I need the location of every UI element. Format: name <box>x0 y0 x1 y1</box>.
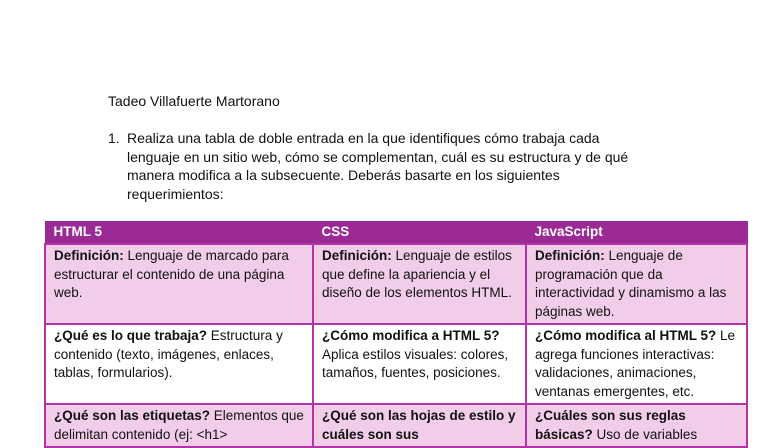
header-css: CSS <box>313 222 526 245</box>
header-html5: HTML 5 <box>45 222 313 245</box>
cell-label: ¿Qué son las etiquetas? <box>54 408 211 423</box>
cell-text: Aplica estilos visuales: colores, tamaños, fuentes, posiciones. <box>322 346 509 380</box>
cell-css-definition <box>313 244 526 324</box>
table-row-definition <box>45 244 747 324</box>
cell-text: Lenguaje de estilos que define la apariencia y el diseño de los elementos HTML. <box>322 248 512 300</box>
cell-label: ¿Qué es lo que trabaja? <box>54 328 208 343</box>
cell-html5-function <box>45 324 313 404</box>
instruction-number: 1. <box>108 130 120 146</box>
table-header-row <box>45 222 747 245</box>
table-row-function <box>45 324 747 404</box>
header-javascript: JavaScript <box>526 222 747 245</box>
cell-label: ¿Qué son las hojas de estilo y cuáles son sus <box>322 408 516 442</box>
cell-label: ¿Cómo modifica a HTML 5? <box>322 328 500 343</box>
cell-js-definition <box>526 244 747 324</box>
cell-text: Elementos que delimitan contenido (ej: <h1> <box>54 408 304 442</box>
cell-label: Definición: <box>535 248 605 263</box>
cell-label: Definición: <box>322 248 392 263</box>
cell-html5-definition <box>45 244 313 324</box>
cell-js-function <box>526 324 747 404</box>
cell-text: Uso de variables <box>592 426 698 442</box>
instruction-item <box>108 129 648 203</box>
cell-label: Definición: <box>54 248 124 263</box>
cell-label: ¿Cuáles son sus reglas básicas? <box>535 408 686 442</box>
comparison-table <box>44 221 748 448</box>
cell-text: Le agrega funciones interactivas: validaciones, animaciones, ventanas emergentes, etc. <box>535 328 736 399</box>
cell-css-function <box>313 324 526 404</box>
cell-text: Estructura y contenido (texto, imágenes, enlaces, tablas, formularios). <box>54 328 283 380</box>
cell-text: Lenguaje de marcado para estructurar el contenido de una página web. <box>54 248 289 300</box>
instruction-text: Realiza una tabla de doble entrada en la que identifiques cómo trabaja cada lenguaje en un sitio web, cómo se complementan, cuál es su estructura y de qué manera modifica a la subsecuente. Deberás basarte en los siguientes requerimientos: <box>127 130 629 202</box>
cell-text: Lenguaje de programación que da interactividad y dinamismo a las páginas web. <box>535 248 727 319</box>
author-name: Tadeo Villafuerte Martorano <box>108 93 280 109</box>
cell-label: ¿Cómo modifica al HTML 5? <box>535 328 717 343</box>
